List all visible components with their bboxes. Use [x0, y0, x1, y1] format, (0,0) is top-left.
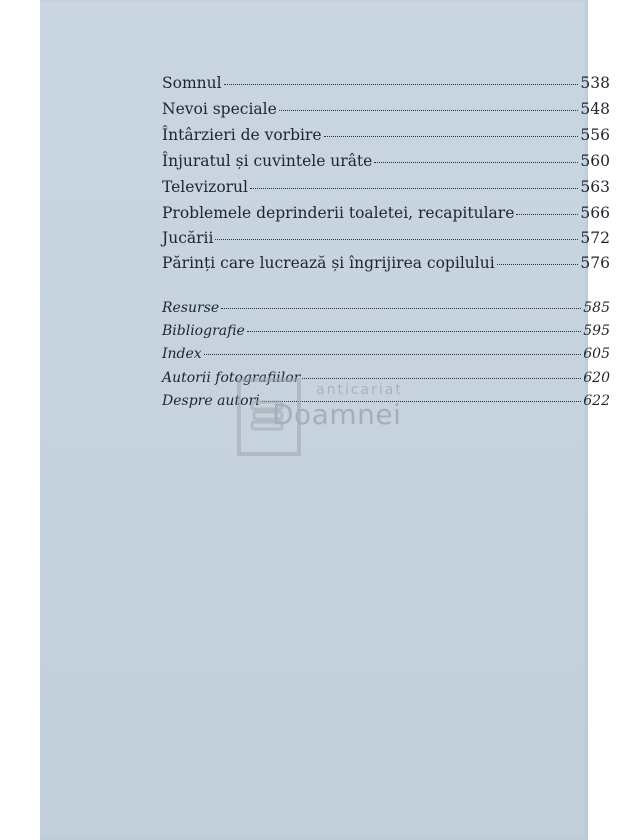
toc-entry-title: Părinți care lucrează și îngrijirea copilului	[162, 254, 495, 272]
toc-entry-page: 566	[580, 204, 610, 222]
toc-entry-title: Resurse	[162, 300, 220, 316]
toc-entry-index	[162, 346, 610, 368]
toc-entry-page: 595	[583, 323, 610, 339]
dot-leader	[215, 239, 578, 240]
toc-entry-title: Despre autori	[162, 393, 260, 409]
toc-entry-title: Bibliografie	[162, 323, 245, 339]
dot-leader	[224, 84, 579, 85]
toc-entry-resurse	[162, 300, 610, 322]
toc-entry-page: 605	[583, 346, 610, 362]
toc-entry-page: 585	[583, 300, 610, 316]
toc-entry-title: Jucării	[162, 229, 214, 247]
dot-leader	[374, 162, 578, 163]
toc-entry-page: 538	[580, 74, 610, 92]
dot-leader	[324, 136, 579, 137]
toc-entry-title: Problemele deprinderii toaletei, recapitulare	[162, 204, 515, 222]
toc-entry-page: 560	[580, 152, 610, 170]
toc-entry-problemele-toaletei	[162, 204, 610, 226]
toc-entry-televizorul	[162, 178, 610, 200]
toc-entry-somnul	[162, 74, 610, 96]
toc-entry-intarzieri-de-vorbire	[162, 126, 610, 148]
toc-entry-page: 548	[580, 100, 610, 118]
dot-leader	[247, 331, 582, 332]
toc-entry-title: Autorii fotografiilor	[162, 370, 301, 386]
toc-entry-jucarii	[162, 229, 610, 251]
dot-leader	[516, 214, 578, 215]
toc-entry-page: 556	[580, 126, 610, 144]
toc-entry-page: 563	[580, 178, 610, 196]
dot-leader	[204, 354, 582, 355]
watermark-line2: Doamnei	[272, 398, 402, 431]
watermark-logo	[234, 376, 414, 458]
dot-leader	[250, 188, 578, 189]
toc-entry-page: 620	[583, 370, 610, 386]
dot-leader	[497, 264, 579, 265]
toc-entry-title: Întârzieri de vorbire	[162, 126, 322, 144]
toc-entry-page: 576	[580, 254, 610, 272]
watermark-line1: anticariat	[316, 382, 403, 398]
toc-entry-page: 622	[583, 393, 610, 409]
dot-leader	[279, 110, 579, 111]
toc-entry-injuratul	[162, 152, 610, 174]
toc-entry-parinti-care-lucreaza	[162, 254, 610, 276]
toc-entry-title: Televizorul	[162, 178, 248, 196]
toc-entry-title: Somnul	[162, 74, 222, 92]
toc-entry-title: Înjuratul și cuvintele urâte	[162, 152, 373, 170]
toc-entry-title: Index	[162, 346, 202, 362]
toc-entry-page: 572	[580, 229, 610, 247]
toc-entry-bibliografie	[162, 323, 610, 345]
dot-leader	[221, 308, 581, 309]
toc-entry-nevoi-speciale	[162, 100, 610, 122]
toc-entry-title: Nevoi speciale	[162, 100, 277, 118]
